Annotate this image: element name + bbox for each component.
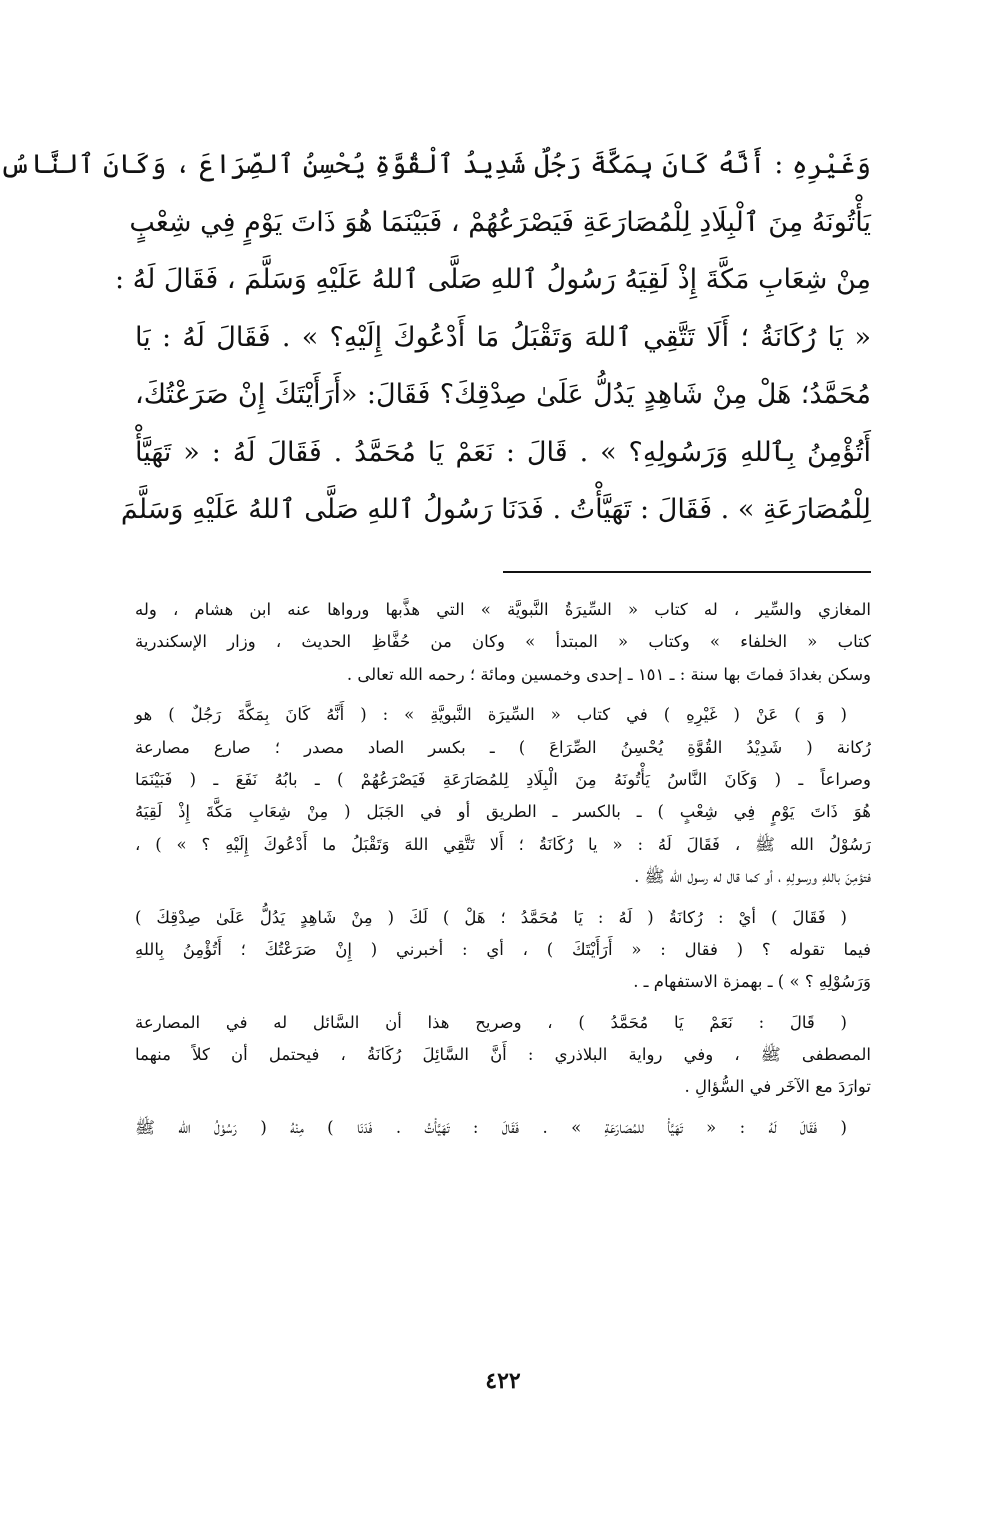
main-text-line: « يَا رُكَانَةُ ؛ أَلَا تَتَّقِي ٱللهَ وَتَقْبَلُ مَا أَدْعُوكَ إِلَيْهِ؟ » . فَقَالَ لَهُ : يَا [135,321,871,353]
commentary-paragraph [135,1007,871,1104]
footnote-line: المغازي والسِّير ، له كتاب « السِّيرَةُ النَّبويَّة » التي هذَّبها ورواها عنه ابن هشام ، وله [135,600,871,619]
commentary-block [135,594,871,1152]
commentary-paragraph [135,902,871,999]
main-text-line: وَغَيْرِهِ : أَنَّهُ كَانَ بِمَكَّةَ رَجُلٌ شَدِيدُ ٱلْقُوَّةِ يُحْسِنُ ٱلصِّرَاعَ ، وَكَانَ ٱلنَّاسُ [0,149,871,180]
commentary-line: فيما تقوله ؟ ( فقال : « أَرَأَيْتَكَ ) ، أي : أخبرني ( إِنْ صَرَعْتُكَ ؛ أَتُؤْمِنُ بِاللهِ [135,939,871,959]
main-text-line: أَتُؤْمِنُ بِٱللهِ وَرَسُولِهِ؟ » . قَالَ : نَعَمْ يَا مُحَمَّدُ . فَقَالَ لَهُ : « تَهَيَّأْ [135,436,871,468]
footnote-line: وسكن بغدادَ فماتَ بها سنة : ـ ١٥١ ـ إحدى وخمسين ومائة ؛ رحمه الله تعالى . [346,664,871,684]
main-text-line: مُحَمَّدُ؛ هَلْ مِنْ شَاهِدٍ يَدُلُّ عَلَىٰ صِدْقِكَ؟ فَقَالَ: «أَرَأَيْتَكَ إِنْ صَرَعْتُكَ، [135,379,871,410]
commentary-line: توارَدَ مع الآخَر في السُّؤالِ . [684,1077,871,1097]
commentary-paragraph [135,699,871,893]
commentary-line: هُوَ ذَاتَ يَوْمٍ فِي شِعْبٍ ) ـ بالكسر ـ الطريق أو في الجَبَل ( مِنْ شِعَابِ مَكَّةَ إِذْ لَقِيَهُ [135,802,871,822]
footnote-paragraph [135,594,871,691]
commentary-paragraph [135,1112,871,1144]
commentary-line: المصطفى ﷺ ، وفي رواية البلاذري : أَنَّ السَّائِلَ رُكَانَةُ ، فيحتمل أن كلاً منهما [135,1045,871,1065]
page-number: ٤٢٢ [485,1368,521,1394]
commentary-line: ( فَقَالَ ) أيْ : رُكانَةُ ( لَهُ : يَا مُحَمَّدُ ؛ هَلْ ) لَكَ ( مِنْ شَاهِدٍ يَدُلُّ عَلَىٰ صِدْقِكَ ) [135,907,847,927]
main-text-line: يَأْتُونَهُ مِنَ ٱلْبِلَادِ لِلْمُصَارَعَةِ فَيَصْرَعُهُمْ ، فَبَيْنَمَا هُوَ ذَاتَ يَوْمٍ فِي شِعْبٍ [129,206,871,238]
main-text-line: لِلْمُصَارَعَةِ » . فَقَالَ : تَهَيَّأْتُ . فَدَنَا رَسُولُ ٱللهِ صَلَّى ٱللهُ عَلَيْهِ وَسَلَّمَ [120,494,871,525]
commentary-line: ( فَقَالَ لَهُ : « تَهَيَّأْ للمُصَارَعَةِ » . فَقَالَ : تَهَيَّأْتُ . فَدَنَا ) مِنْهُ ( رَسُوْلُ الله ﷺ [135,1117,847,1137]
commentary-line: فتؤمِنَ باللهِ ورسولِهِ ، أو كما قال له رسول الله ﷺ . [634,867,871,887]
main-text-block [0,136,871,539]
commentary-line: رُكانة ( شَدِيْدُ القُوَّةِ يُحْسِنُ الصِّرَاعَ ) ـ بكسر الصاد مصدر ؛ صارع مصارعة [135,737,871,757]
commentary-line: وصراعاً ـ ( وَكَانَ النَّاسُ يَأْتُونَهُ مِنَ الْبِلَادِ لِلمُصَارَعَةِ فَيَصْرَعُهُمْ ) ـ بابُهُ نَفَعَ ـ ( فَبَيْنَمَا [135,769,871,789]
footnote-separator-rule [503,571,871,573]
commentary-line: ( قَالَ : نَعَمْ يَا مُحَمَّدُ ) ، وصريح هذا أن السَّائل له في المصارعة [135,1012,847,1032]
main-text-line: مِنْ شِعَابِ مَكَّةَ إِذْ لَقِيَهُ رَسُولُ ٱللهِ صَلَّى ٱللهُ عَلَيْهِ وَسَلَّمَ ، فَقَالَ لَهُ : [114,264,871,295]
commentary-line: رَسُوْلُ الله ﷺ ، فَقَالَ لَهُ : « يا رُكَانَةُ ؛ أَلا تَتَّقِي اللهَ وَتَقْبَلُ ما أَدْعُوكَ إِلَيْهِ ؟ » ) ، [135,834,871,854]
commentary-line: وَرَسُوْلِهِ ؟ » ) ـ بهمزة الاستفهام ـ . [633,972,871,992]
footnote-line: كتاب « الخلفاء » وكتاب « المبتدأ » وكان من حُفَّاظِ الحديث ، وزار الإسكندرية [135,632,871,652]
commentary-line: ( وَ ) عَنْ ( غَيْرِهِ ) في كتاب « السِّيرَة النَّبويَّةِ » : ( أَنَّهُ كَانَ بِمَكَّةَ رَجُلٌ ) هو [135,705,847,725]
